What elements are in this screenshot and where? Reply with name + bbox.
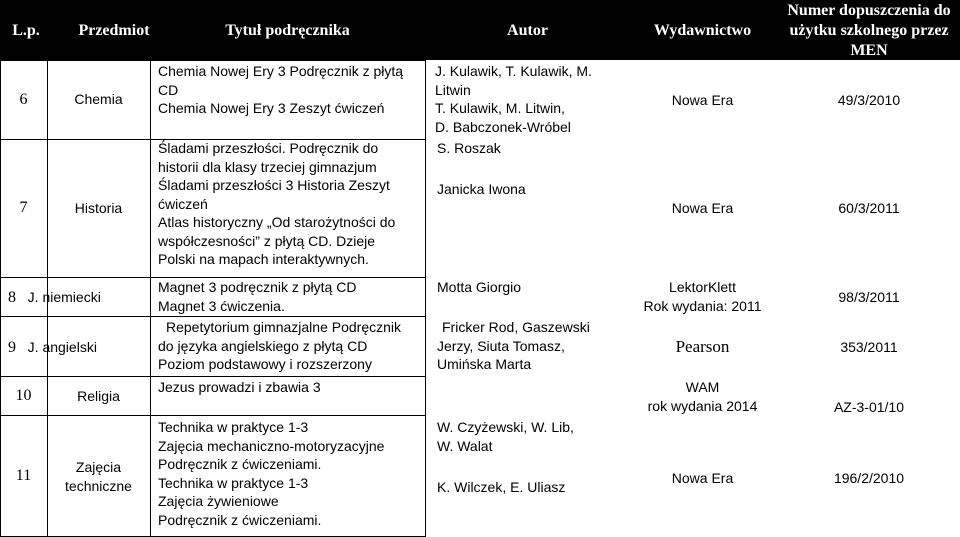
grid-line <box>425 60 426 537</box>
row8-approval: 98/3/2011 <box>838 289 900 305</box>
row7-title: Śladami przeszłości. Podręcznik do historii dla klasy trzeciej gimnazjum Śladami przeszłości 3 Historia Zeszyt ćwiczeń Atlas historyczny „Od starożytności do współczesności” z płytą CD. Dzieje Polski na mapach interaktywnych. <box>158 140 396 267</box>
row9-lp: 9 <box>8 339 16 356</box>
header-author: Autor <box>507 22 548 39</box>
row8-lp-subject <box>8 288 101 308</box>
row11-author-2: K. Wilczek, E. Uliasz <box>437 479 566 495</box>
header-approval-line1: Numer dopuszczenia do <box>787 2 951 19</box>
header-title: Tytuł podręcznika <box>225 22 350 39</box>
row9-lp-subject <box>8 338 97 358</box>
row7-lp: 7 <box>19 199 28 216</box>
row9-publisher: Pearson <box>675 337 730 356</box>
row11-publisher: Nowa Era <box>671 470 734 486</box>
row10-publisher: WAM rok wydania 2014 <box>647 379 758 414</box>
row7-approval: 60/3/2011 <box>838 200 900 216</box>
header-subject: Przedmiot <box>78 22 150 39</box>
row10-approval: AZ-3-01/10 <box>833 399 905 415</box>
header-publisher: Wydawnictwo <box>653 22 752 39</box>
row7-author: S. Roszak <box>437 140 501 156</box>
grid-line <box>150 60 151 537</box>
header-lp: L.p. <box>12 22 40 39</box>
row11-title: Technika w praktyce 1-3 Zajęcia mechaniczno-motoryzacyjne Podręcznik z ćwiczeniami. Technika w praktyce 1-3 Zajęcia żywieniowe Podręcznik z ćwiczeniami. <box>158 419 385 528</box>
row6-approval: 49/3/2010 <box>837 92 901 108</box>
row7-publisher: Nowa Era <box>671 200 734 216</box>
row7-author-2: Janicka Iwona <box>437 181 526 197</box>
row11-approval: 196/2/2010 <box>833 470 905 486</box>
grid-line <box>0 376 425 377</box>
row6-subject: Chemia <box>74 91 123 107</box>
header-approval-line3: MEN <box>850 42 888 59</box>
row10-subject: Religia <box>77 388 120 404</box>
row8-subject: J. niemiecki <box>27 289 101 305</box>
grid-line <box>0 60 425 61</box>
row7-subject: Historia <box>74 200 123 216</box>
row10-title: Jezus prowadzi i zbawia 3 <box>158 379 321 395</box>
row10-lp: 10 <box>15 387 32 404</box>
grid-line <box>0 415 425 416</box>
row6-title: Chemia Nowej Ery 3 Podręcznik z płytą CD Chemia Nowej Ery 3 Zeszyt ćwiczeń <box>158 63 404 116</box>
row8-author: Motta Giorgio <box>437 279 522 295</box>
row9-approval: 353/2011 <box>840 339 898 355</box>
row9-author: Fricker Rod, Gaszewski Jerzy, Siuta Tomasz, Umińska Marta <box>437 319 590 372</box>
row9-title: Repetytorium gimnazjalne Podręcznik do języka angielskiego z płytą CD Poziom podstawowy i rozszerzony <box>158 319 401 372</box>
row8-publisher: LektorKlett Rok wydania: 2011 <box>643 279 762 314</box>
grid-line <box>0 316 425 317</box>
row9-subject: J. angielski <box>27 339 97 355</box>
row6-author: J. Kulawik, T. Kulawik, M. Litwin T. Kulawik, M. Litwin, D. Babczonek-Wróbel <box>435 63 592 135</box>
row8-title: Magnet 3 podręcznik z płytą CD Magnet 3 ćwiczenia. <box>158 279 357 314</box>
row6-publisher: Nowa Era <box>671 92 734 108</box>
row6-lp: 6 <box>19 91 28 108</box>
row11-author: W. Czyżewski, W. Lib, W. Walat <box>437 419 574 454</box>
row8-lp: 8 <box>8 289 16 306</box>
row11-subject: Zajęcia techniczne <box>65 459 132 494</box>
header-approval-line2: użytku szkolnego przez <box>789 22 949 39</box>
row11-lp: 11 <box>15 467 32 484</box>
